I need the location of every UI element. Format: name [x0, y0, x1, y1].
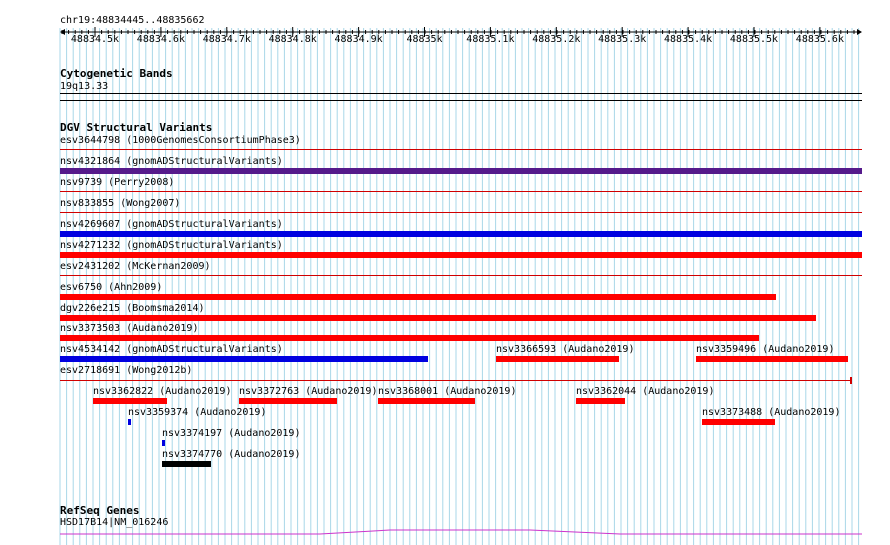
variant-bar[interactable] [60, 168, 862, 174]
variant-label[interactable]: nsv3359374 (Audano2019) [128, 407, 267, 418]
cytoband-label[interactable]: 19q13.33 [60, 81, 109, 92]
ruler-tick-label: 48834.7k [202, 34, 251, 45]
variant-label[interactable]: esv3644798 (1000GenomesConsortiumPhase3) [60, 135, 301, 146]
ruler-tick-label: 48835.3k [598, 34, 647, 45]
cytoband-line [60, 93, 862, 94]
variant-label[interactable]: nsv4271232 (gnomADStructuralVariants) [60, 240, 283, 251]
variant-label[interactable]: esv6750 (Ahn2009) [60, 282, 163, 293]
variant-bar[interactable] [60, 252, 862, 258]
variant-label[interactable]: nsv3374197 (Audano2019) [162, 428, 301, 439]
variant-label[interactable]: nsv3359496 (Audano2019) [696, 344, 835, 355]
variant-label[interactable]: nsv4534142 (gnomADStructuralVariants) [60, 344, 283, 355]
ruler-tick-label: 48834.5k [70, 34, 120, 45]
variant-label[interactable]: nsv833855 (Wong2007) [60, 198, 181, 209]
variant-bar[interactable] [162, 461, 211, 467]
variant-line[interactable] [60, 275, 862, 276]
ruler-tick-label: 48835.4k [664, 34, 713, 45]
variant-bar[interactable] [60, 315, 816, 321]
ruler-tick-label: 48834.9k [334, 34, 383, 45]
variant-line[interactable] [60, 212, 862, 213]
variant-bar[interactable] [60, 335, 759, 341]
track-divider [60, 100, 862, 101]
variant-bar[interactable] [576, 398, 625, 404]
variant-bar[interactable] [496, 356, 619, 362]
ruler-tick-label: 48835.1k [466, 34, 515, 45]
variant-label[interactable]: esv2718691 (Wong2012b) [60, 365, 193, 376]
variant-label[interactable]: nsv3372763 (Audano2019) [239, 386, 378, 397]
variant-label[interactable]: nsv3373503 (Audano2019) [60, 323, 199, 334]
variant-bar[interactable] [128, 419, 131, 425]
variant-bar[interactable] [239, 398, 337, 404]
ruler-right-arrow-icon [857, 29, 862, 35]
variant-end-marker [850, 377, 852, 384]
ruler-tick-label: 48835k [406, 34, 443, 45]
variant-bar[interactable] [162, 440, 165, 446]
variant-label[interactable]: nsv4321864 (gnomADStructuralVariants) [60, 156, 283, 167]
variant-bar[interactable] [702, 419, 775, 425]
variant-bar[interactable] [60, 356, 428, 362]
variant-line[interactable] [60, 149, 862, 150]
variant-bar[interactable] [60, 231, 862, 237]
variant-label[interactable]: nsv9739 (Perry2008) [60, 177, 175, 188]
ruler-tick-label: 48835.5k [729, 34, 779, 45]
ruler-tick-label: 48835.2k [532, 34, 581, 45]
variant-label[interactable]: nsv3362822 (Audano2019) [93, 386, 232, 397]
gene-model[interactable] [60, 526, 862, 540]
variant-label[interactable]: esv2431202 (McKernan2009) [60, 261, 211, 272]
variant-bar[interactable] [378, 398, 475, 404]
refseq-track-title[interactable]: RefSeq Genes [60, 504, 140, 517]
variant-label[interactable]: nsv3368001 (Audano2019) [378, 386, 517, 397]
cytoband-track-title[interactable]: Cytogenetic Bands [60, 67, 173, 80]
variant-label[interactable]: nsv3374770 (Audano2019) [162, 449, 301, 460]
variant-label[interactable]: nsv3373488 (Audano2019) [702, 407, 841, 418]
ruler-tick-label: 48834.8k [268, 34, 317, 45]
ruler-tick-label: 48834.6k [136, 34, 185, 45]
variant-line[interactable] [60, 191, 862, 192]
variant-bar[interactable] [696, 356, 848, 362]
variant-line[interactable] [60, 380, 852, 381]
variant-label[interactable]: nsv3362044 (Audano2019) [576, 386, 715, 397]
gene-label[interactable]: HSD17B14|NM_016246 [60, 517, 169, 528]
variant-bar[interactable] [93, 398, 167, 404]
dgv-track-title[interactable]: DGV Structural Variants [60, 121, 213, 134]
variant-bar[interactable] [60, 294, 776, 300]
variant-label[interactable]: dgv226e215 (Boomsma2014) [60, 303, 205, 314]
variant-label[interactable]: nsv4269607 (gnomADStructuralVariants) [60, 219, 283, 230]
variant-label[interactable]: nsv3366593 (Audano2019) [496, 344, 635, 355]
ruler-tick-label: 48835.6k [795, 34, 844, 45]
region-label: chr19:48834445..48835662 [60, 15, 205, 26]
